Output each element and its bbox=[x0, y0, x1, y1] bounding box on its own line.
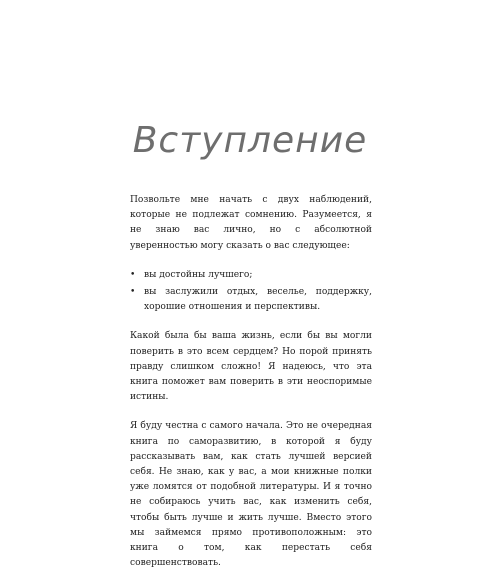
chapter-title: Вступление bbox=[132, 120, 368, 161]
paragraph-question: Какой была бы ваша жизнь, если бы вы могли поверить в это всем сердцем? Но порой принять правду слишком сложно! Я надеюсь, что эта книга поможет вам поверить в эти неоспоримые истины. bbox=[130, 331, 372, 403]
paragraph-intro: Позвольте мне начать с двух наблюдений, которые не подлежат сомнению. Разумеется, я не знаю вас лично, но с абсолютной уверенностью могу сказать о вас следующее: bbox=[130, 195, 372, 251]
bullet-item bbox=[130, 285, 372, 315]
paragraph-honesty: Я буду честна с самого начала. Это не очередная книга по саморазвитию, в которой я буду рассказывать вам, как стать лучшей версией себя. Не знаю, как у вас, а мои книжные полки уже ломятся от подобной литературы. И я точно не собираюсь учить вас, как изменить себя, чтобы быть лучше и жить лучше. Вместо этого мы займемся прямо противоположным: это книга о том, как перестать себя совершенствовать. bbox=[130, 421, 372, 569]
bullet-item bbox=[130, 268, 372, 283]
bullet-text: вы достойны лучшего; bbox=[144, 269, 253, 280]
chapter-body bbox=[130, 193, 372, 571]
bullet-list bbox=[130, 268, 372, 316]
bullet-text: вы заслужили отдых, веселье, поддержку, хорошие отношения и перспективы. bbox=[144, 287, 372, 313]
bullet-icon: • bbox=[130, 269, 136, 280]
bullet-icon: • bbox=[130, 287, 136, 298]
